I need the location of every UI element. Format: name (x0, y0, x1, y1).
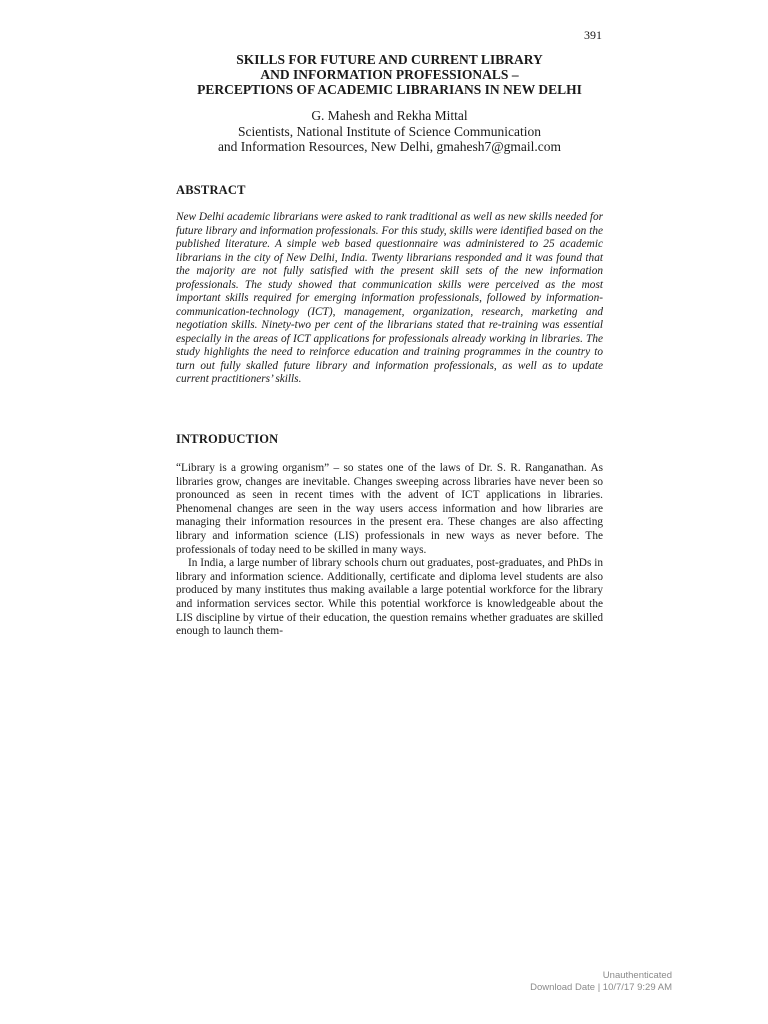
download-status: Unauthenticated (602, 970, 672, 981)
download-watermark (480, 970, 672, 994)
introduction-heading: INTRODUCTION (176, 432, 279, 446)
page-number: 391 (584, 28, 602, 42)
title-line-2: AND INFORMATION PROFESSIONALS – (260, 67, 519, 82)
author-names: G. Mahesh and Rekha Mittal (311, 108, 468, 123)
download-date: Download Date | 10/7/17 9:29 AM (530, 982, 672, 993)
title-line-1: SKILLS FOR FUTURE AND CURRENT LIBRARY (236, 52, 543, 67)
affiliation-line-2: and Information Resources, New Delhi, gmahesh7@gmail.com (217, 139, 562, 154)
title-line-3: PERCEPTIONS OF ACADEMIC LIBRARIANS IN NEW DELHI (197, 82, 582, 97)
paper-title (176, 52, 603, 97)
abstract-text: New Delhi academic librarians were asked to rank traditional as well as new skills needed for future library and information professionals. For this study, skills were identified based on the published literature. A simple web based questionnaire was administered to 25 academic librarians in the city of New Delhi, India. Twenty librarians responded and it was found that the majority are not fully satisfied with the present skill sets of the new information professionals. The study showed that communication skills were perceived as the most important skills required for emerging information professionals, followed by information-communication-technology (ICT), management, organization, research, marketing and negotiation skills. Ninety-two per cent of the librarians stated that re-training was essential especially in the areas of ICT applications for professionals already working in libraries. The study highlights the need to reinforce education and training programmes in the country to turn out fully skalled future library and information professionals, as well as to update current practitioners’ skills. (176, 211, 603, 385)
abstract-heading: ABSTRACT (176, 183, 246, 197)
intro-paragraph-1: “Library is a growing organism” – so states one of the laws of Dr. S. R. Ranganathan. As libraries grow, changes are inevitable. Changes sweeping across libraries have never been so pronounced as seen in recent times with the advent of ICT applications in libraries. Phenomenal changes are seen in the way users access information and how libraries are managing their information resources in the present era. These changes are also affecting library and information science (LIS) professionals in new ways as never before. The professionals of today need to be skilled in many ways. (176, 462, 603, 556)
author-block (176, 108, 603, 155)
intro-paragraph-2: In India, a large number of library schools churn out graduates, post-graduates, and PhDs in library and information science. Additionally, certificate and diploma level students are also produced by many institutes thus making available a large potential workforce for the library and information services sector. While this potential workforce is knowledgeable about the LIS discipline by virtue of their education, the question remains whether graduates are skilled enough to launch them- (176, 557, 603, 638)
affiliation-line-1: Scientists, National Institute of Science Communication (238, 123, 541, 139)
introduction-body (176, 462, 603, 639)
